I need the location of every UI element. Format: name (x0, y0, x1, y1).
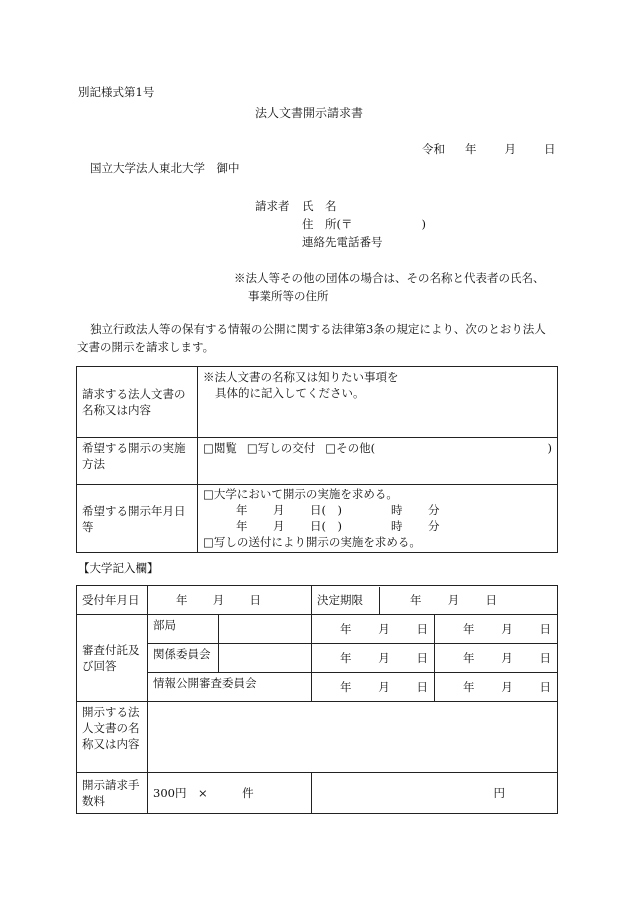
requester-name-label: 氏 名 (302, 199, 337, 213)
method-view-checkbox[interactable]: □閲覧 (203, 441, 237, 455)
request-method-field (198, 438, 558, 485)
deadline-year: 年 (410, 592, 422, 607)
review-row-disclosure-committee (77, 673, 558, 702)
review-department-field[interactable] (219, 615, 312, 644)
date2-minute: 分 (428, 519, 440, 534)
review-committee-label: 関係委員会 (148, 644, 219, 673)
fee-label: 開示請求手数料 (77, 773, 148, 814)
intro-line2: 文書の開示を請求します。 (77, 340, 215, 354)
method-other-close: ) (547, 441, 552, 455)
receipt-date-label: 受付年月日 (77, 586, 148, 615)
review-label: 審査付託及び回答 (77, 615, 148, 702)
date-onsite-checkbox[interactable]: □大学において開示の実施を求める。 (203, 487, 398, 501)
request-date-field (198, 485, 558, 553)
deadline-field[interactable] (380, 592, 557, 608)
date-era: 令和 (422, 142, 445, 156)
receipt-row (77, 586, 558, 615)
fee-formula[interactable]: 300円 × 件 (148, 773, 312, 814)
date-day: 日 (544, 142, 556, 156)
review-disclosure-date2[interactable]: 年 月 日 (435, 673, 558, 702)
date2-year: 年 (236, 519, 248, 534)
review-committee-date2[interactable]: 年 月 日 (435, 644, 558, 673)
deadline-month: 月 (447, 592, 460, 607)
review-committee-date1[interactable]: 年 月 日 (312, 644, 435, 673)
method-other-checkbox[interactable]: □その他( (325, 441, 376, 455)
university-table (76, 585, 558, 814)
request-document-hint1: ※法人文書の名称又は知りたい事項を (203, 370, 399, 384)
request-date-label: 希望する開示年月日等 (77, 485, 198, 553)
corporate-note-line1: ※法人等その他の団体の場合は、その名称と代表者の氏名、 (234, 271, 545, 285)
date2-hour: 時 (391, 519, 403, 534)
review-department-date1[interactable]: 年 月 日 (312, 615, 435, 644)
deadline-day: 日 (485, 592, 497, 607)
requester-label: 請求者 (255, 199, 290, 213)
fee-row (77, 773, 558, 814)
date-line (422, 142, 556, 158)
corporate-note-line2: 事業所等の住所 (248, 289, 329, 303)
review-disclosure-date1[interactable]: 年 月 日 (312, 673, 435, 702)
date2-month: 月 (273, 519, 285, 534)
request-row-method (77, 438, 558, 485)
date-option-row1 (203, 502, 552, 518)
fee-total[interactable]: 円 (312, 773, 558, 814)
review-row-department (77, 615, 558, 644)
receipt-month: 月 (212, 592, 225, 607)
request-table (76, 366, 558, 553)
deadline-label: 決定期限 (312, 587, 380, 614)
receipt-year: 年 (176, 592, 188, 607)
requester-phone-label: 連絡先電話番号 (302, 235, 383, 249)
method-copy-checkbox[interactable]: □写しの交付 (246, 441, 316, 455)
receipt-date-field[interactable] (148, 586, 312, 615)
request-document-hint2: 具体的に記入してください。 (215, 386, 365, 401)
review-disclosure-committee-label: 情報公開審査委員会 (148, 673, 312, 702)
university-section-heading: 【大学記入欄】 (78, 561, 159, 575)
date1-hour: 時 (391, 503, 403, 518)
deadline-cell (312, 586, 558, 615)
receipt-day: 日 (249, 592, 261, 607)
disclosed-document-field[interactable] (148, 702, 558, 773)
request-document-field[interactable] (198, 367, 558, 438)
review-department-label: 部局 (148, 615, 219, 644)
date2-day: 日( ) (310, 519, 342, 534)
addressee: 国立大学法人東北大学 御中 (90, 161, 240, 175)
date-option-row2 (203, 518, 552, 534)
review-committee-field[interactable] (219, 644, 312, 673)
date1-day: 日( ) (310, 503, 342, 518)
request-row-document (77, 367, 558, 438)
intro-line1: 独立行政法人等の保有する情報の公開に関する法律第3条の規定により、次のとおり法人 (90, 322, 546, 336)
date1-year: 年 (236, 503, 248, 518)
date1-minute: 分 (428, 503, 440, 518)
date-year: 年 (465, 142, 477, 156)
method-other-input[interactable] (375, 440, 547, 456)
disclosed-document-label: 開示する法人文書の名称又は内容 (77, 702, 148, 773)
review-department-date2[interactable]: 年 月 日 (435, 615, 558, 644)
request-document-label: 請求する法人文書の名称又は内容 (77, 367, 198, 438)
review-row-committee (77, 644, 558, 673)
request-method-label: 希望する開示の実施方法 (77, 438, 198, 485)
date-month: 月 (504, 142, 516, 156)
document-title: 法人文書開示請求書 (255, 106, 364, 120)
requester-address-label: 住 所(〒 ) (302, 217, 426, 231)
date1-month: 月 (273, 503, 285, 518)
date-mail-checkbox[interactable]: □写しの送付により開示の実施を求める。 (203, 535, 421, 550)
form-number: 別記様式第1号 (78, 85, 155, 99)
document-row (77, 702, 558, 773)
request-row-date (77, 485, 558, 553)
